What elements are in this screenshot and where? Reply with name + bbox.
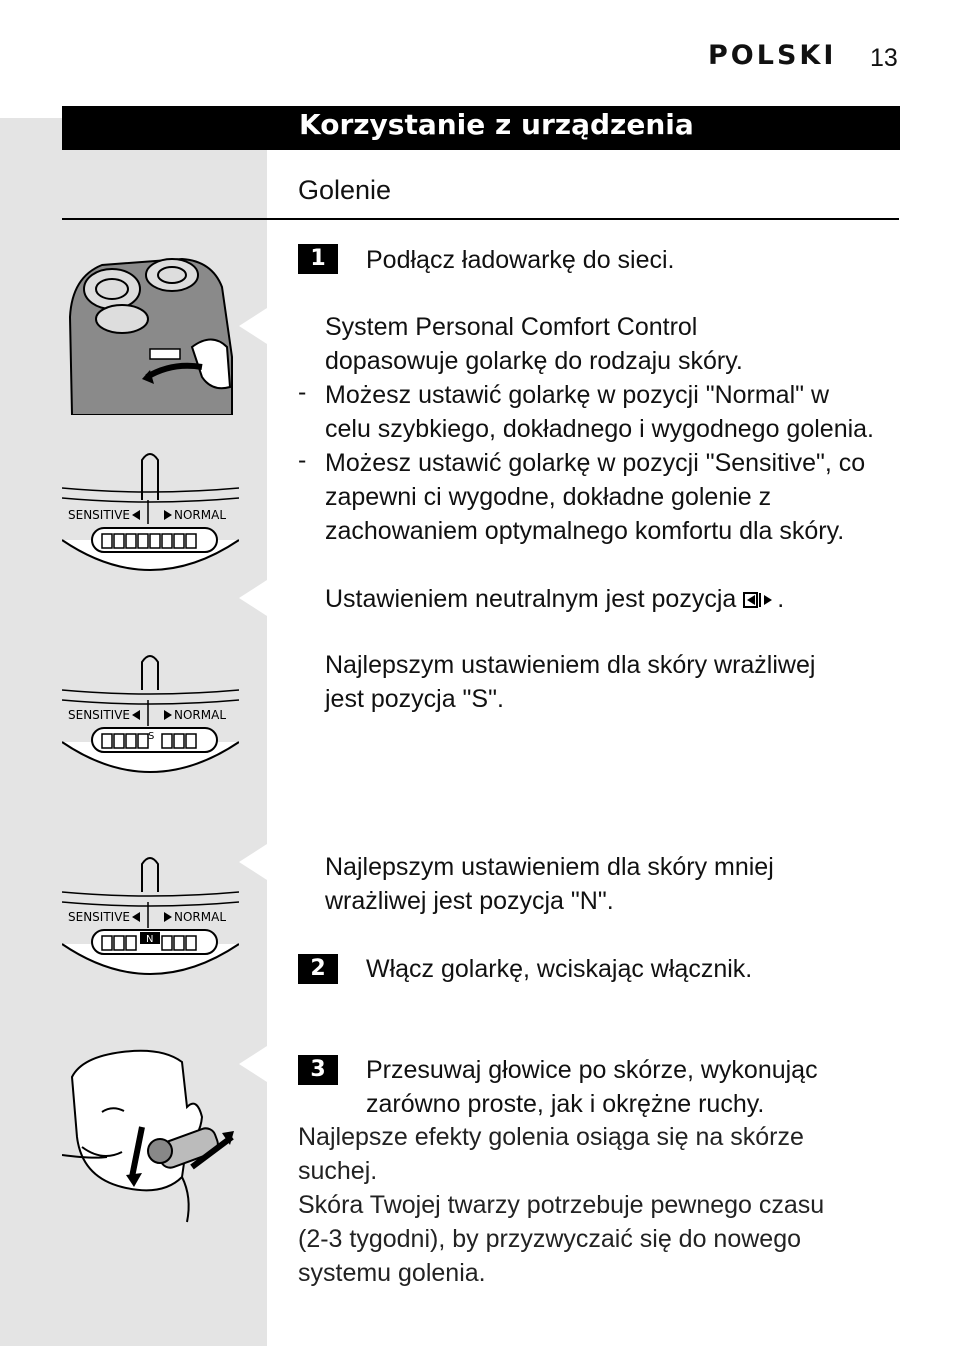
pointer-arrow	[239, 1046, 267, 1082]
neutral-setting-label: Ustawieniem neutralnym jest pozycja	[325, 585, 737, 613]
pcc-line-1: System Personal Comfort Control	[325, 313, 698, 341]
step-3-line-2: zarówno proste, jak i okrężne ruchy.	[366, 1090, 765, 1118]
bullet-dash: -	[298, 446, 307, 474]
pcc-line-2: dopasowuje golarkę do rodzaju skóry.	[325, 347, 743, 375]
dial-neutral-illustration	[62, 440, 239, 618]
bullet-1-line-1: Możesz ustawić golarkę w pozycji "Normal" w	[325, 381, 830, 409]
sensitive-label: SENSITIVE	[68, 910, 130, 924]
subsection-title: Golenie	[298, 175, 392, 205]
tip-line-5: systemu golenia.	[298, 1259, 486, 1287]
bullet-2-line-2: zapewni ci wygodne, dokładne golenie z	[325, 483, 772, 511]
neutral-position-icon	[743, 591, 777, 609]
shaver-illustration	[62, 237, 239, 415]
step-1-text: Podłącz ładowarkę do sieci.	[366, 246, 675, 274]
bullet-dash: -	[298, 378, 307, 406]
pointer-arrow	[239, 308, 267, 344]
normal-best-line-1: Najlepszym ustawieniem dla skóry mniej	[325, 853, 774, 881]
tip-line-2: suchej.	[298, 1157, 378, 1185]
tip-line-1: Najlepsze efekty golenia osiąga się na skórze	[298, 1123, 804, 1151]
page-number: 13	[870, 44, 898, 72]
normal-label: NORMAL	[174, 910, 227, 924]
divider	[62, 218, 899, 220]
s-mark: S	[148, 731, 155, 742]
tip-line-4: (2-3 tygodni), by przyzwyczaić się do nowego	[298, 1225, 802, 1253]
step-number-1: 1	[298, 244, 338, 274]
step-number-3: 3	[298, 1055, 338, 1085]
section-title: Korzystanie z urządzenia	[299, 108, 694, 141]
sensitive-label: SENSITIVE	[68, 508, 130, 522]
sensitive-best-line-2: jest pozycja "S".	[325, 685, 504, 713]
section-bar	[62, 106, 900, 150]
normal-best-line-2: wrażliwej jest pozycja "N".	[325, 887, 614, 915]
normal-label: NORMAL	[174, 708, 227, 722]
dial-normal-illustration	[62, 844, 239, 1022]
bullet-2-line-3: zachowaniem optymalnego komfortu dla skóry.	[325, 517, 845, 545]
tip-line-3: Skóra Twojej twarzy potrzebuje pewnego czasu	[298, 1191, 825, 1219]
step-2-text: Włącz golarkę, wciskając włącznik.	[366, 955, 753, 983]
shaving-face-illustration	[62, 1047, 239, 1225]
bullet-1-line-2: celu szybkiego, dokładnego i wygodnego golenia.	[325, 415, 874, 443]
step-3-line-1: Przesuwaj głowice po skórze, wykonując	[366, 1056, 818, 1084]
bullet-2-line-1: Możesz ustawić golarkę w pozycji "Sensitive", co	[325, 449, 866, 477]
language-header: POLSKI	[708, 40, 837, 71]
pointer-arrow	[239, 580, 267, 616]
dial-sensitive-illustration	[62, 642, 239, 820]
normal-label: NORMAL	[174, 508, 227, 522]
pointer-arrow	[239, 844, 267, 880]
sensitive-best-line-1: Najlepszym ustawieniem dla skóry wrażliwej	[325, 651, 816, 679]
neutral-setting-end: .	[777, 585, 785, 613]
step-number-2: 2	[298, 954, 338, 984]
n-mark: N	[146, 934, 154, 945]
sensitive-label: SENSITIVE	[68, 708, 130, 722]
neutral-setting-text	[325, 582, 784, 616]
